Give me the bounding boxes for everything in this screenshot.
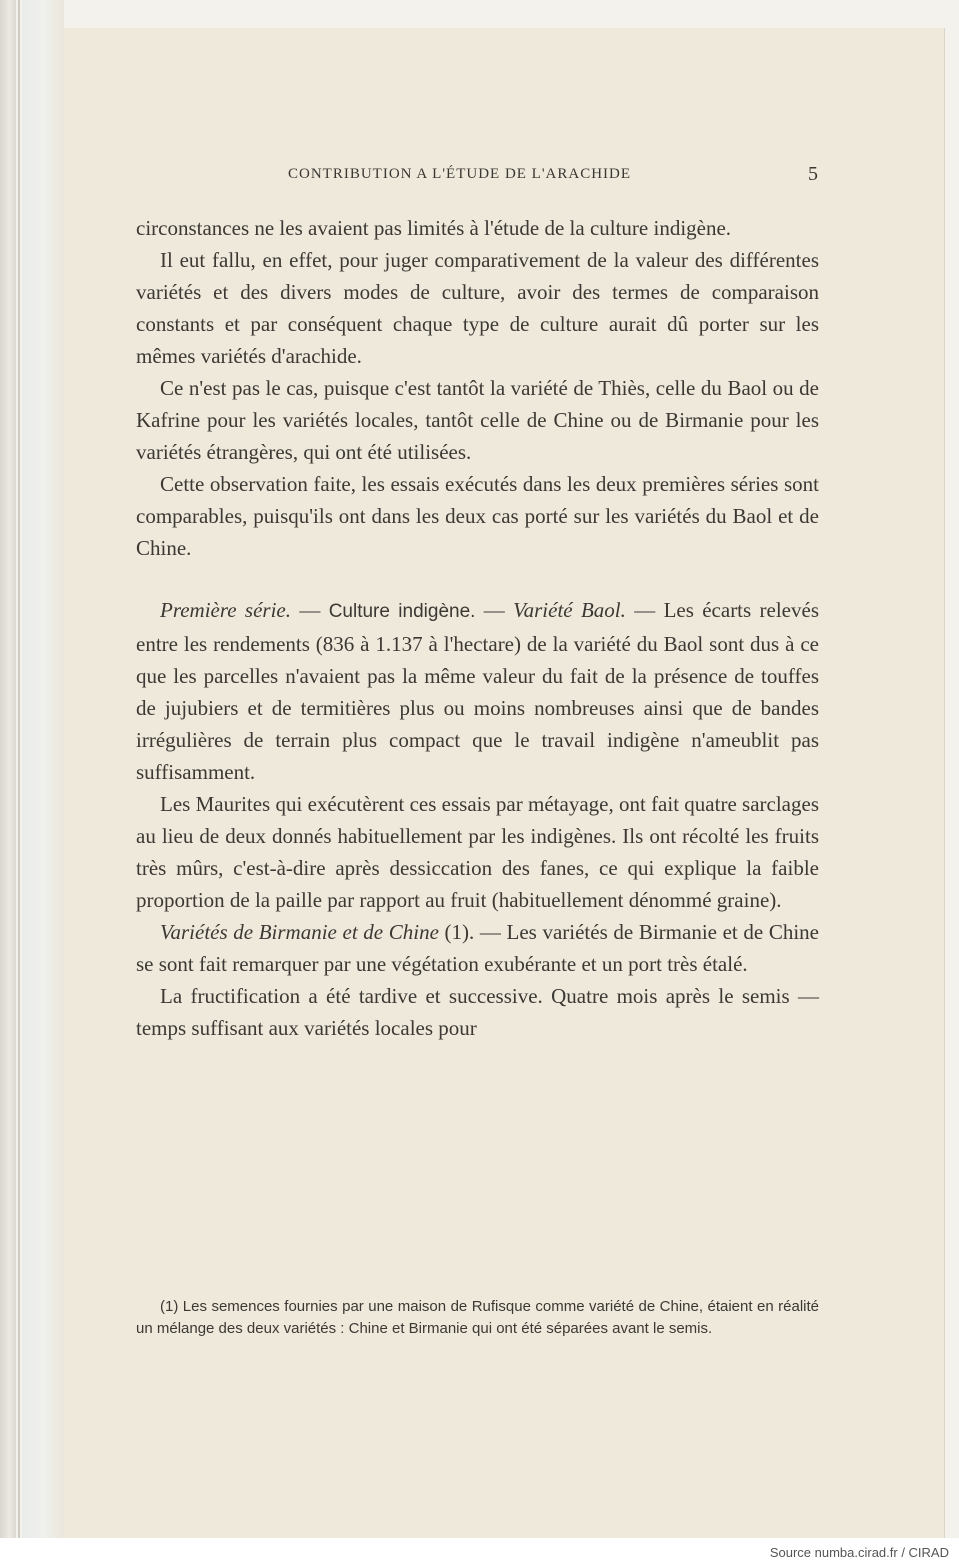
section-lead-italic: Variété Baol. (513, 598, 626, 622)
dash: — (291, 598, 329, 622)
section-lead-bold: Culture indigène. (328, 601, 476, 622)
paragraph-body: — Les écarts relevés entre les rendements (836 à 1.137 à l'hectare) de la variété du Baol sont dus à ce que les parcelles n'avaient pas la même valeur du fait de la présence de touffes de jujubiers et de termitières plus ou moins nombreuses ainsi que de bandes irrégulières de terrain plus compact que le travail indigène n'ameublit pas suffisamment. (136, 598, 819, 784)
paragraph: Ce n'est pas le cas, puisque c'est tantôt la variété de Thiès, celle du Baol ou de Kafrine pour les variétés locales, tantôt celle de Chine ou de Birmanie pour les variétés étrangères, qui ont été utilisées. (136, 376, 819, 464)
running-title: CONTRIBUTION A L'ÉTUDE DE L'ARACHIDE (288, 166, 632, 182)
paragraph: circonstances ne les avaient pas limités à l'étude de la culture indigène. (136, 216, 732, 240)
dash: — (475, 598, 514, 622)
paragraph-premiere-serie (136, 594, 819, 788)
footnote-text: (1) Les semences fournies par une maison de Rufisque comme variété de Chine, étaient en réalité un mélange des deux variétés : Chine et Birmanie qui ont été séparées avant le semis. (136, 1298, 819, 1337)
page-number: 5 (808, 163, 818, 185)
paragraph: Il eut fallu, en effet, pour juger comparativement de la valeur des différentes variétés et des divers modes de culture, avoir des termes de comparaison constants et par conséquent chaque type de culture aurait dû porter sur les mêmes variétés d'arachide. (136, 248, 819, 368)
gutter-edge (18, 0, 20, 1538)
source-credit: Source numba.cirad.fr / CIRAD (769, 1545, 949, 1560)
running-header (288, 163, 818, 190)
paragraph: La fructification a été tardive et successive. Quatre mois après le semis — temps suffisant aux variétés locales pour (136, 984, 819, 1040)
section-lead-italic: Variétés de Birmanie et de Chine (160, 920, 439, 944)
paragraph-varietes (136, 916, 819, 980)
paragraph: Les Maurites qui exécutèrent ces essais par métayage, ont fait quatre sarclages au lieu de deux donnés habituellement par les indigènes. Ils ont récolté les fruits très mûrs, c'est-à-dire après dessiccation des fanes, ce qui explique la faible proportion de la paille par rapport au fruit (habituellement dénommé graine). (136, 792, 819, 912)
paragraph: Cette observation faite, les essais exécutés dans les deux premières séries sont comparables, puisqu'ils ont dans les deux cas porté sur les variétés du Baol et de Chine. (136, 472, 819, 560)
paragraph-body: — Les variétés de Birmanie et de Chine se sont fait remarquer par une végétation exubérante et un port très étalé. (136, 920, 819, 976)
book-spine (22, 0, 64, 1538)
binding-gutter (0, 0, 16, 1538)
section-lead-italic: Première série. (160, 598, 291, 622)
body-text (136, 212, 819, 1044)
footnote (136, 1296, 819, 1340)
footnote-reference: (1). (438, 920, 475, 944)
